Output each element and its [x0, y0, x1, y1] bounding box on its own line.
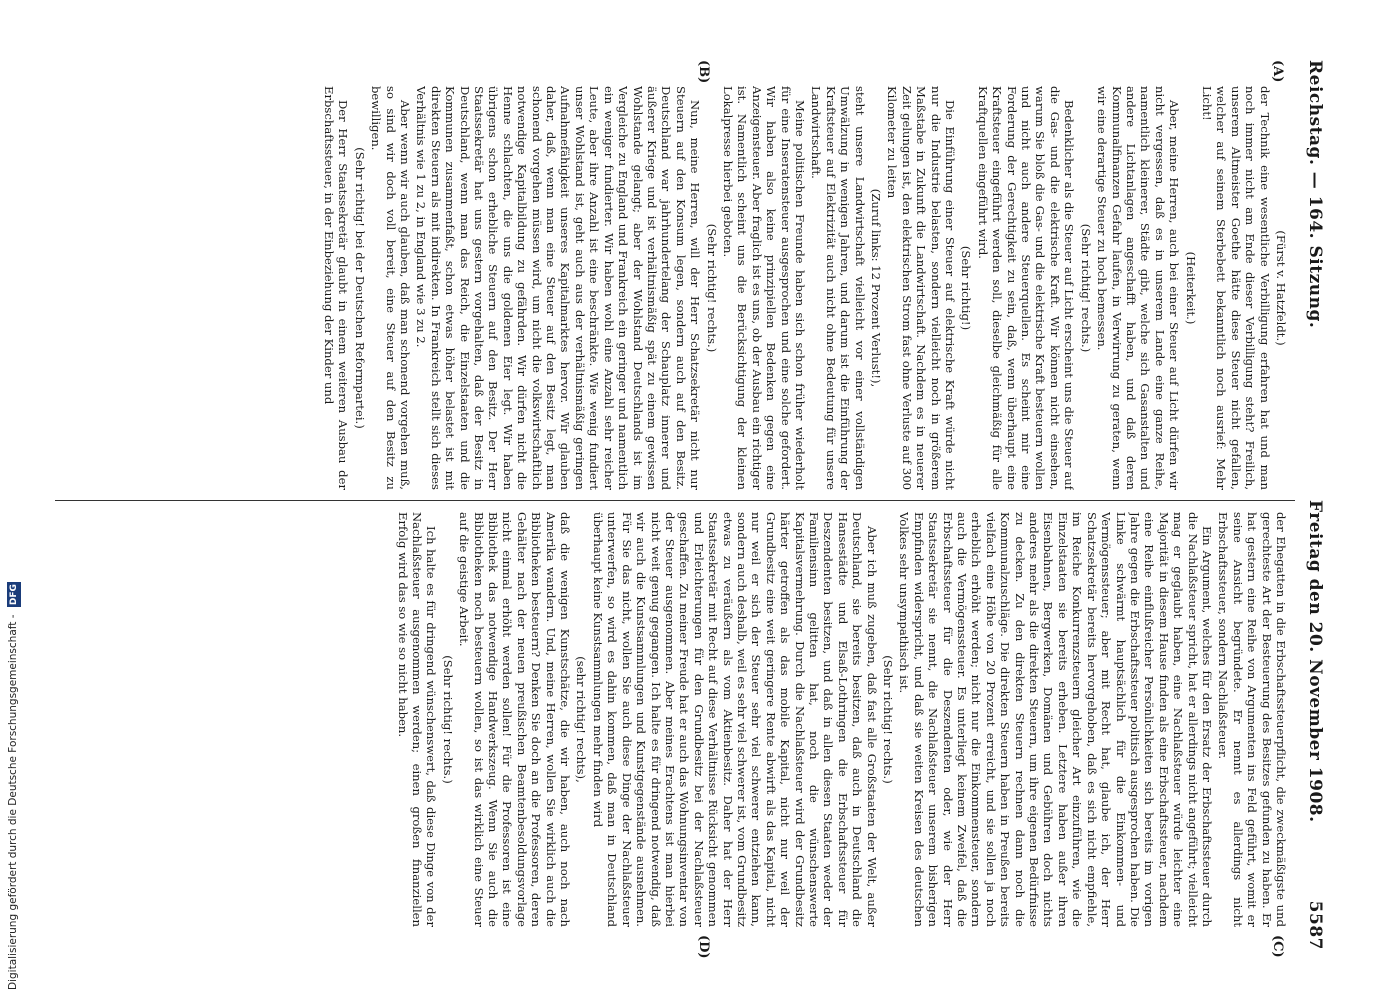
interjection: (Fürst v. Hatzfeldt.)	[1274, 230, 1288, 346]
margin-marker-c: (C)	[1270, 935, 1285, 958]
text-column-left	[58, 86, 1288, 490]
interjection: (Sehr richtig!)	[959, 245, 974, 331]
credit-text: Digitalisierung gefördert durch die Deutsche Forschungsgemeinschaft -	[7, 614, 19, 990]
text-column-right	[58, 512, 1288, 927]
margin-marker-a: (A)	[1270, 60, 1285, 83]
dfg-logo: DFG	[9, 584, 19, 606]
paragraph: Aber ich muß zugeben, daß fast alle Großstaaten der Welt, außer Deutschland, sie bereits besitzen, daß auch in Deutschland die Hansestädte und Elsaß-Lothringen die Erbschaftssteuer für Deszendenten besitzen, und daß in allen diesen Staaten weder der Familiensinn gelitten hat, noch die wünschenswerte Kapitalsvermehrung. Durch die Nachlaßsteuer wird der Grundbesitz härter getroffen als das mobile Kapital, nicht nur weil der Grundbesitz eine weit geringere Rente abwirft als das Kapital, nicht nur weil er sich der Steuer sehr viel schwerer entziehen kann, sondern auch deshalb, weil es sehr viel schwerer ist, vom Grundbesitz etwas zu veräußern als vom Aktienbesitz. Daher hat der Herr Staatssekretär mit Recht auf diese Verhältnisse Rücksicht genommen und Erleichterungen für den Grundbesitz bei der Nachlaßsteuer geschaffen. Zu meiner Freude hat er auch das Wohnungsinventar von der Steuer ausgenommen. Aber meines Erachtens ist man hierbei nicht weit genug gegangen. Ich halte es für dringend notwendig, daß wir auch die Kunstsammlungen und Kunstgegenstände ausnehmen. Für Sie das nicht, wollen Sie auch diese Dinge der Nachlaßsteuer unterwerfen, so wird es dahin kommen, daß man in Deutschland überhaupt keine Kunstsammlungen mehr finden wird	[590, 512, 879, 927]
page-header	[1295, 60, 1325, 950]
interjection: (Sehr richtig! bei der Deutschen Reformpartei.)	[352, 147, 367, 429]
paragraph: Ein Argument, welches für den Ersatz der Erbschaftssteuer durch die Nachlaßsteuer spricht, hat er allerdings nicht angeführt; vielleicht mag er geglaubt haben, eine Nachlaßsteuer würde leichter eine Majorität in diesem Hause finden als eine Erbschaftssteuer, nachdem eine Reihe einflußreicher Persönlichkeiten sich bereits im vorigen Jahre gegen die Erbschaftssteuer politisch ausgesprochen haben. Die Linke schwärmt hauptsächlich für die Einkommen- und Vermögenssteuer; aber mit Recht hat, glaube ich, der Herr Schatzsekretär bereits hervorgehoben, daß es sich nicht empfiehle, im Reiche Konkurrenzsteuern gleicher Art einzuführen, wie die Einzelstaaten sie bereits erheben. Letztere haben außer ihren Eisenbahnen, Bergwerken, Domänen und Gebühren doch nichts anderes mehr als die direkten Steuern, um ihre eigenen Bedürfnisse zu decken. Zu den direkten Steuern rechnen dann noch die Kommunalzuschläge. Die direkten Steuern haben in Preußen bereits vielfach eine Höhe von 20 Prozent erreicht, und sie sollen ja noch erheblich erhöht werden; nicht nur die Einkommensteuer, sondern auch die Vermögenssteuer. Es unterliegt keinem Zweifel, daß die Erbschaftssteuer für die Deszendenten oder, wie der Herr Staatssekretär sie nennt, die Nachlaßsteuer unserem bisherigen Empfinden widerspricht, und daß sie weiten Kreisen des deutschen Volkes sehr unsympathisch ist.	[897, 512, 1214, 927]
page-number: 5587	[1305, 900, 1325, 950]
interjection: (Sehr richtig! rechts.)	[881, 655, 896, 784]
interjection: (Sehr richtig! rechts.)	[440, 655, 455, 784]
paragraph: Ich halte es für dringend wünschenswert, daß diese Dinge von der Nachlaßsteuer ausgenommen werden; einen großen finanziellen Erfolg wird das so wie so nicht haben.	[395, 512, 439, 927]
margin-marker-d: (D)	[696, 935, 711, 959]
header-date: Freitag den 20. November 1908.	[1305, 500, 1325, 823]
paragraph: Nun, meine Herren, will der Herr Schatzsekretär nicht nur Steuern auf den Konsum legen, sondern auch auf den Besitz. Deutschland war jahrhundertelang der Schauplatz innerer und äußerer Kriege und ist verhältnismäßig spät zu einem gewissen Wohlstande gelangt; aber der Wohlstand Deutschlands ist im Vergleiche zu England und Frankreich ein geringer und namentlich ein weniger fundierter. Wir haben wohl eine Anzahl sehr reicher Leute, aber ihre Anzahl ist eine beschränkte. Wie wenig fundiert unser Wohlstand ist, geht auch aus der verhältnismäßig geringen Aufnahmefähigkeit unseres Kapitalmarktes hervor. Wir glauben daher, daß, wenn man eine Steuer auf den Besitz legt, man schonend vorgehen müssen wird, um nicht die volkswirtschaftlich notwendige Kapitalbildung zu gefährden. Wir dürfen nicht die Henne schlachten, die uns die goldenen Eier legt. Wir haben übrigens schon erhebliche Steuern auf den Besitz. Der Herr Staatssekretär hat uns gestern vorgehalten, daß der Besitz in Deutschland, wenn man das Reich, die Einzelstaaten und die Kommunen zusammenfaßt, schon etwas höher belastet ist mit direkten Steuern als mit indirekten. In Frankreich stellt sich dieses Verhältnis wie 1 zu 2, in England wie 3 zu 2.	[414, 86, 703, 490]
paragraph: der Ehegatten in die Erbschaftssteuerpflicht, die zweckmäßigste und gerechteste Art der Besteuerung des Besitzes gefunden zu haben. Er hat gestern eine Reihe von Argumenten ins Feld geführt, womit er seine Ansicht begründete. Er nennt es allerdings nicht Erbschaftssteuer, sondern Nachlaßsteuer.	[1216, 512, 1288, 927]
column-divider	[55, 500, 1295, 501]
paragraph: Der Herr Staatssekretär glaubt in einem weiteren Ausbau der Erbschaftssteuer, in der Einbeziehung der Kinder und	[322, 86, 351, 490]
paragraph: der Technik eine wesentliche Verbilligung erfahren hat und man noch immer nicht am Ende dieser Verbilligung steht? Freilich, unserem Altmeister Goethe hätte diese Steuer nicht gefallen, welcher auf seinem Sterbebett bekanntlich noch ausrief: Mehr Licht!	[1199, 86, 1272, 490]
paragraph: Meine politischen Freunde haben sich schon früher wiederholt für eine Inseratensteuer ausgesprochen und eine solche gefordert. Wir haben also keine prinzipiellen Bedenken gegen eine Anzeigensteuer. Aber fraglich ist es uns, ob der Ausbau ein richtiger ist. Namentlich scheint uns die Berücksichtigung der kleinen Lokalpresse hierbei geboten.	[720, 86, 807, 490]
interjection: (sehr richtig! rechts),	[574, 656, 589, 783]
interjection: (Zuruf links: 12 Prozent Verlust!),	[869, 188, 884, 388]
interjection: (Sehr richtig! rechts.)	[704, 223, 719, 353]
interjection: (Sehr richtig! rechts.)	[1078, 223, 1093, 353]
paragraph: Aber wenn wir auch glauben, daß man schonend vorgehen muß, so sind wir doch voll bereit, eine Steuer auf den Besitz zu bewilligen.	[369, 86, 413, 490]
paragraph: Bedenklicher als die Steuer auf Licht erscheint uns die Steuer auf die Gas- und die elektrische Kraft. Wir können nicht einsehen, warum Sie bloß die Gas- und die elektrische Kraft besteuern wollen und nicht auch andere Steuerquellen. Es scheint mir eine Forderung der Gerechtigkeit zu sein, daß, wenn überhaupt eine Kraftsteuer eingeführt werden soll, dieselbe gleichmäßig für alle Kraftquellen eingeführt wird.	[975, 86, 1077, 490]
digitization-credit	[4, 584, 20, 990]
paragraph: Aber, meine Herren, auch bei einer Steuer auf Licht dürfen wir nicht vergessen, daß es in unserem Lande eine ganze Reihe, namentlich kleinerer, Städte gibt, welche sich Gasanstalten und andere Lichtanlagen angeschafft haben, und daß deren Kommunalfinanzen Gefahr laufen, in Verwirrung zu geraten, wenn wir eine derartige Steuer zu hoch bemessen.	[1095, 86, 1182, 490]
header-left: Reichstag. — 164. Sitzung.	[1305, 60, 1325, 329]
paragraph: daß die wenigen Kunstschätze, die wir haben, auch noch nach Amerika wandern. Und, meine Herren, wollen Sie wirklich auch die Bibliotheken besteuern? Denken Sie doch an die Professoren, deren Gehälter nach der neuen preußischen Beamtenbesoldungsvorlage nicht einmal erhöht werden sollen! Für die Professoren ist eine Bibliothek das notwendige Handwerkszeug. Wenn Sie auch die Bibliotheken noch besteuern wollen, so ist das wirklich eine Steuer auf die geistige Arbeit.	[457, 512, 573, 927]
interjection: (Heiterkeit.)	[1183, 251, 1198, 325]
paragraph: steht unsere Landwirtschaft vielleicht vor einer vollständigen Umwälzung in wenigen Jahren, und darum ist die Einführung der Kraftsteuer auf Elektrizität auch nicht ohne Bedeutung für unsere Landwirtschaft.	[809, 86, 867, 490]
margin-marker-b: (B)	[696, 60, 711, 84]
paragraph: Die Einführung einer Steuer auf elektrische Kraft würde nicht nur die Industrie belasten, sondern vielleicht noch in größerem Maßstabe in Zukunft die Landwirtschaft. Nachdem es in neuerer Zeit gelungen ist, den elektrischen Strom fast ohne Verluste auf 300 Kilometer zu leiten	[885, 86, 958, 490]
